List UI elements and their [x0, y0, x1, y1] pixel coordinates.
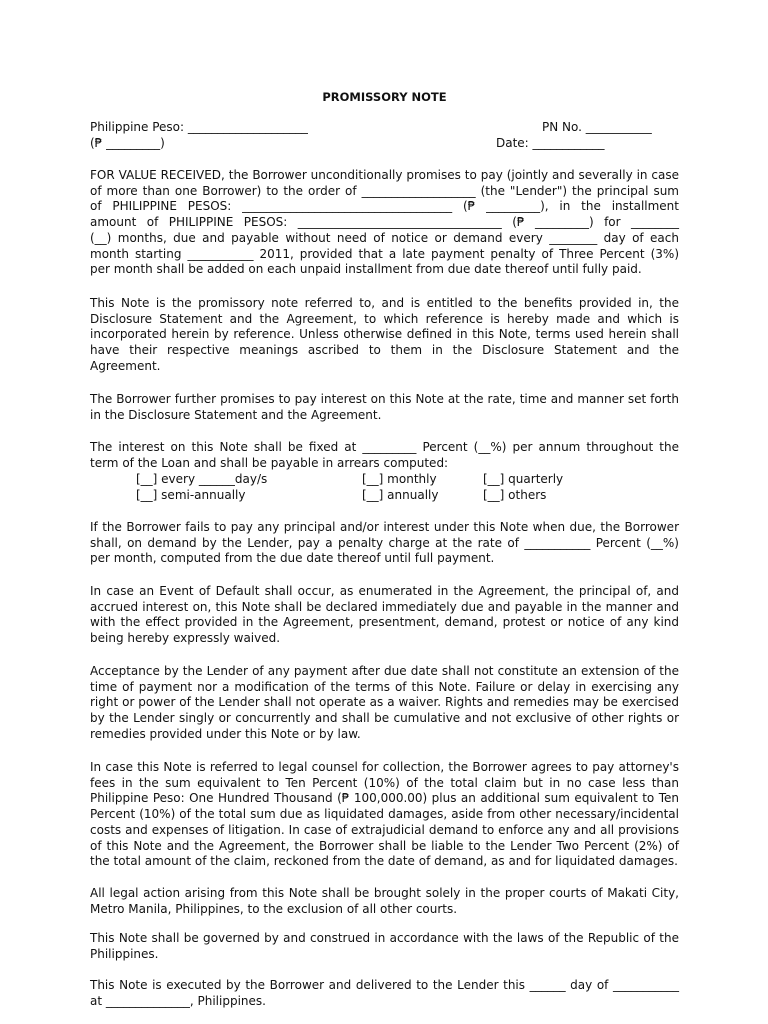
paragraph-line: Philippines.	[90, 946, 159, 961]
peso-symbol-amount: (₱ _________)	[90, 136, 165, 150]
paragraph-line: This Note shall be governed by and construed in accordance with the laws of the Republic of the	[90, 931, 679, 945]
paragraph-line: time of payment nor a modification of the terms of this Note. Failure or delay in exercising any	[90, 679, 679, 694]
paragraph-line: per month, computed from the due date thereof until full payment.	[90, 551, 495, 566]
paragraph-value-received	[90, 168, 679, 278]
paragraph-line: FOR VALUE RECEIVED, the Borrower unconditionally promises to pay (jointly and severally in case	[90, 168, 679, 182]
paragraph-execution	[90, 978, 679, 1009]
paragraph-line: Philippine Peso: One Hundred Thousand (₱ 100,000.00) plus an additional sum equivalent to Ten	[90, 791, 679, 806]
paragraph-line: of PHILIPPINE PESOS: ___________________________________ (₱ _________), in the installment	[90, 199, 679, 214]
paragraph-event-of-default	[90, 584, 679, 647]
paragraph-line: (__) months, due and payable without need of notice or demand every ________ day of each	[90, 230, 679, 245]
option-semi-annually[interactable]: [__] semi-annually	[136, 488, 246, 502]
paragraph-line: month starting ___________ 2011, provided that a late payment penalty of Three Percent (3%)	[90, 246, 679, 261]
paragraph-line: Disclosure Statement and the Agreement, to which reference is hereby made and which is	[90, 311, 679, 326]
paragraph-line: All legal action arising from this Note shall be brought solely in the proper courts of Makati City,	[90, 886, 679, 900]
paragraph-legal-counsel	[90, 760, 679, 870]
paragraph-line: Acceptance by the Lender of any payment after due date shall not constitute an extension of the	[90, 664, 679, 678]
paragraph-line: the total amount of the claim, reckoned from the date of demand, as and for liquidated damages.	[90, 854, 678, 869]
paragraph-penalty	[90, 520, 679, 567]
paragraph-interest-rate	[90, 440, 679, 471]
paragraph-line: remedies provided under this Note or by law.	[90, 726, 361, 741]
paragraph-line: being hereby expressly waived.	[90, 631, 281, 646]
paragraph-line: in the Disclosure Statement and the Agreement.	[90, 407, 382, 422]
option-quarterly[interactable]: [__] quarterly	[483, 472, 564, 486]
paragraph-line: This Note is the promissory note referred to, and is entitled to the benefits provided in, the	[90, 296, 679, 310]
paragraph-promissory-note	[90, 296, 679, 375]
header-row-2	[90, 136, 679, 152]
paragraph-line: In case this Note is referred to legal counsel for collection, the Borrower agrees to pay attorney's	[90, 760, 679, 774]
option-monthly[interactable]: [__] monthly	[362, 472, 437, 486]
paragraph-line: at ______________, Philippines.	[90, 993, 266, 1008]
paragraph-line: Agreement.	[90, 358, 161, 373]
date-label: Date: ____________	[496, 136, 605, 150]
paragraph-line: by the Lender singly or concurrently and shall be cumulative and not exclusive of other rights or	[90, 711, 679, 726]
paragraph-line: costs and expenses of litigation. In case of extrajudicial demand to enforce any and all provisions	[90, 822, 679, 837]
paragraph-line: of more than one Borrower) to the order of ___________________ (the "Lender") the principal sum	[90, 183, 679, 198]
paragraph-line: Percent (10%) of the total sum due as liquidated damages, aside from other necessary/incidental	[90, 807, 679, 822]
paragraph-line: The interest on this Note shall be fixed at _________ Percent (__%) per annum throughout the	[90, 440, 679, 454]
document-title: PROMISSORY NOTE	[322, 90, 447, 104]
peso-amount-label: Philippine Peso: ____________________	[90, 120, 308, 134]
paragraph-line: term of the Loan and shall be payable in arrears computed:	[90, 455, 449, 470]
paragraph-line: of this Note and the Agreement, the Borrower shall be liable to the Lender Two Percent (2%) of	[90, 838, 679, 853]
paragraph-line: with the effect provided in the Agreement, presentment, demand, protest or notice of any kind	[90, 615, 679, 630]
paragraph-acceptance	[90, 664, 679, 743]
paragraph-line: incorporated herein by reference. Unless otherwise defined in this Note, terms used herein shall	[90, 327, 679, 342]
pn-number-label: PN No. ___________	[542, 120, 652, 134]
paragraph-line: The Borrower further promises to pay interest on this Note at the rate, time and manner set forth	[90, 392, 679, 406]
paragraph-line: accrued interest on, this Note shall be declared immediately due and payable in the manner and	[90, 599, 679, 614]
paragraph-line: amount of PHILIPPINE PESOS: __________________________________ (₱ _________) for ________	[90, 215, 679, 230]
paragraph-line: have their respective meanings ascribed to them in the Disclosure Statement and the	[90, 343, 679, 358]
paragraph-jurisdiction	[90, 886, 679, 917]
paragraph-line: Metro Manila, Philippines, to the exclusion of all other courts.	[90, 901, 458, 916]
paragraph-line: If the Borrower fails to pay any principal and/or interest under this Note when due, the Borrower	[90, 520, 679, 534]
paragraph-line: right or power of the Lender shall not operate as a waiver. Rights and remedies may be exercised	[90, 695, 679, 710]
paragraph-line: In case an Event of Default shall occur, as enumerated in the Agreement, the principal of, and	[90, 584, 679, 598]
option-others[interactable]: [__] others	[483, 488, 547, 502]
option-annually[interactable]: [__] annually	[362, 488, 439, 502]
paragraph-line: This Note is executed by the Borrower and delivered to the Lender this ______ day of ___________	[90, 978, 679, 992]
paragraph-governing-law	[90, 931, 679, 962]
header-row-1	[90, 120, 679, 136]
option-every[interactable]: [__] every ______day/s	[136, 472, 268, 486]
paragraph-line: shall, on demand by the Lender, pay a penalty charge at the rate of ___________ Percent (__%)	[90, 535, 679, 550]
paragraph-line: per month shall be added on each unpaid installment from due date thereof until fully paid.	[90, 262, 642, 277]
paragraph-interest	[90, 392, 679, 423]
paragraph-line: fees in the sum equivalent to Ten Percent (10%) of the total claim but in no case less than	[90, 775, 679, 790]
